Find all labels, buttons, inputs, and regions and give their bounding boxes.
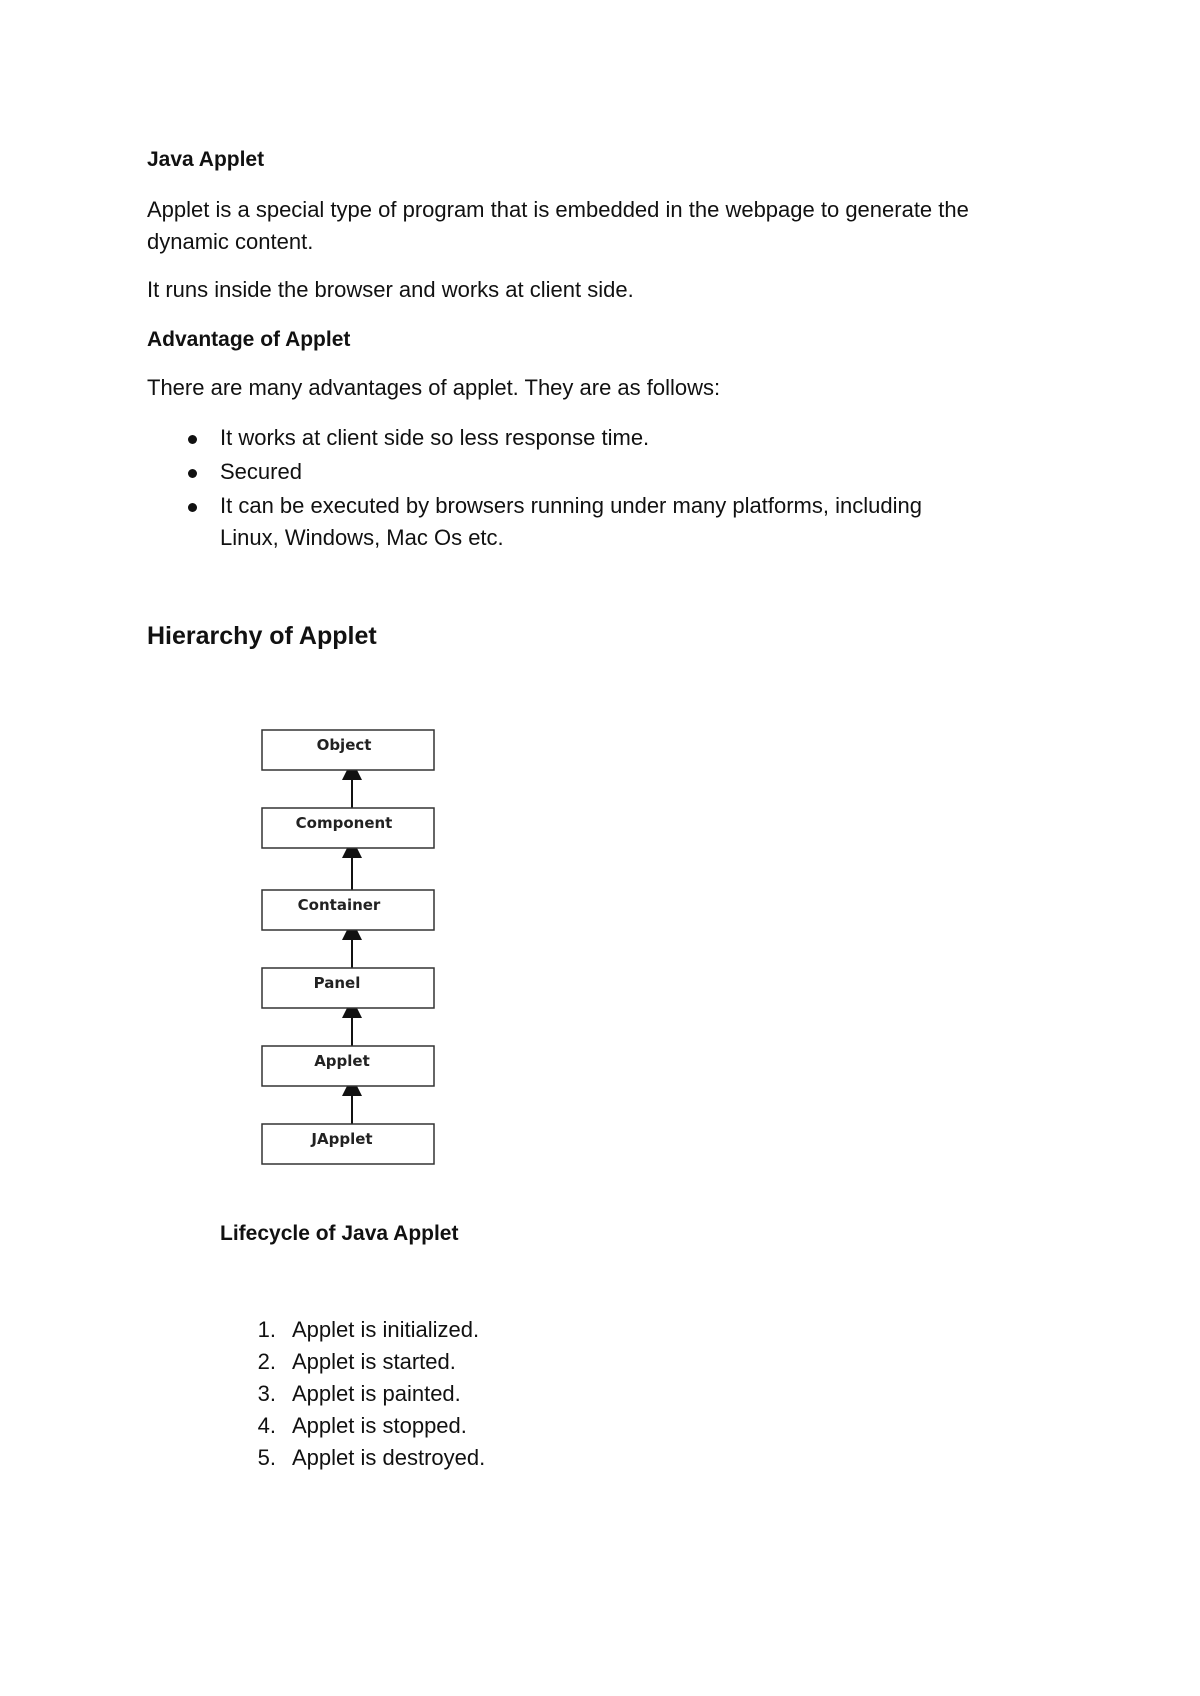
hierarchy-node-object <box>262 730 434 770</box>
node-label: JApplet <box>311 1130 373 1148</box>
list-number: 1. <box>257 1317 276 1342</box>
list-number: 5. <box>257 1445 276 1470</box>
list-item: It works at client side so less response time. <box>220 425 650 450</box>
hierarchy-node-japplet <box>262 1124 434 1164</box>
list-item: Applet is stopped. <box>292 1413 467 1438</box>
node-label: Panel <box>313 974 361 992</box>
list-item: Applet is destroyed. <box>292 1445 486 1470</box>
bullet-icon <box>188 469 197 478</box>
lifecycle-heading: Lifecycle of Java Applet <box>220 1222 459 1245</box>
bullet-icon <box>188 503 197 512</box>
hierarchy-heading: Hierarchy of Applet <box>147 622 377 650</box>
list-item: Applet is initialized. <box>292 1317 480 1342</box>
hierarchy-node-applet <box>262 1046 434 1086</box>
java-applet-paragraph-line-1: Applet is a special type of program that is embedded in the webpage to generate the <box>147 197 969 222</box>
list-item-continuation: Linux, Windows, Mac Os etc. <box>220 525 504 550</box>
advantage-intro: There are many advantages of applet. They are as follows: <box>147 375 721 400</box>
list-item: Applet is started. <box>292 1349 456 1374</box>
node-label: Object <box>316 736 372 754</box>
hierarchy-node-component <box>262 808 434 848</box>
list-number: 2. <box>257 1349 276 1374</box>
advantage-heading: Advantage of Applet <box>147 328 351 351</box>
node-label: Component <box>295 814 393 832</box>
node-label: Container <box>297 896 381 914</box>
hierarchy-node-container <box>262 890 434 930</box>
list-item: Applet is painted. <box>292 1381 461 1406</box>
hierarchy-node-panel <box>262 968 434 1008</box>
list-item: It can be executed by browsers running under many platforms, including <box>220 493 922 518</box>
node-label: Applet <box>314 1052 370 1070</box>
list-number: 3. <box>257 1381 276 1406</box>
bullet-icon <box>188 435 197 444</box>
hierarchy-diagram <box>255 720 455 1170</box>
java-applet-paragraph-line-2: dynamic content. <box>147 229 314 254</box>
list-item: Secured <box>220 459 302 484</box>
java-applet-paragraph-2: It runs inside the browser and works at client side. <box>147 277 634 302</box>
java-applet-heading: Java Applet <box>147 148 265 171</box>
list-number: 4. <box>257 1413 276 1438</box>
